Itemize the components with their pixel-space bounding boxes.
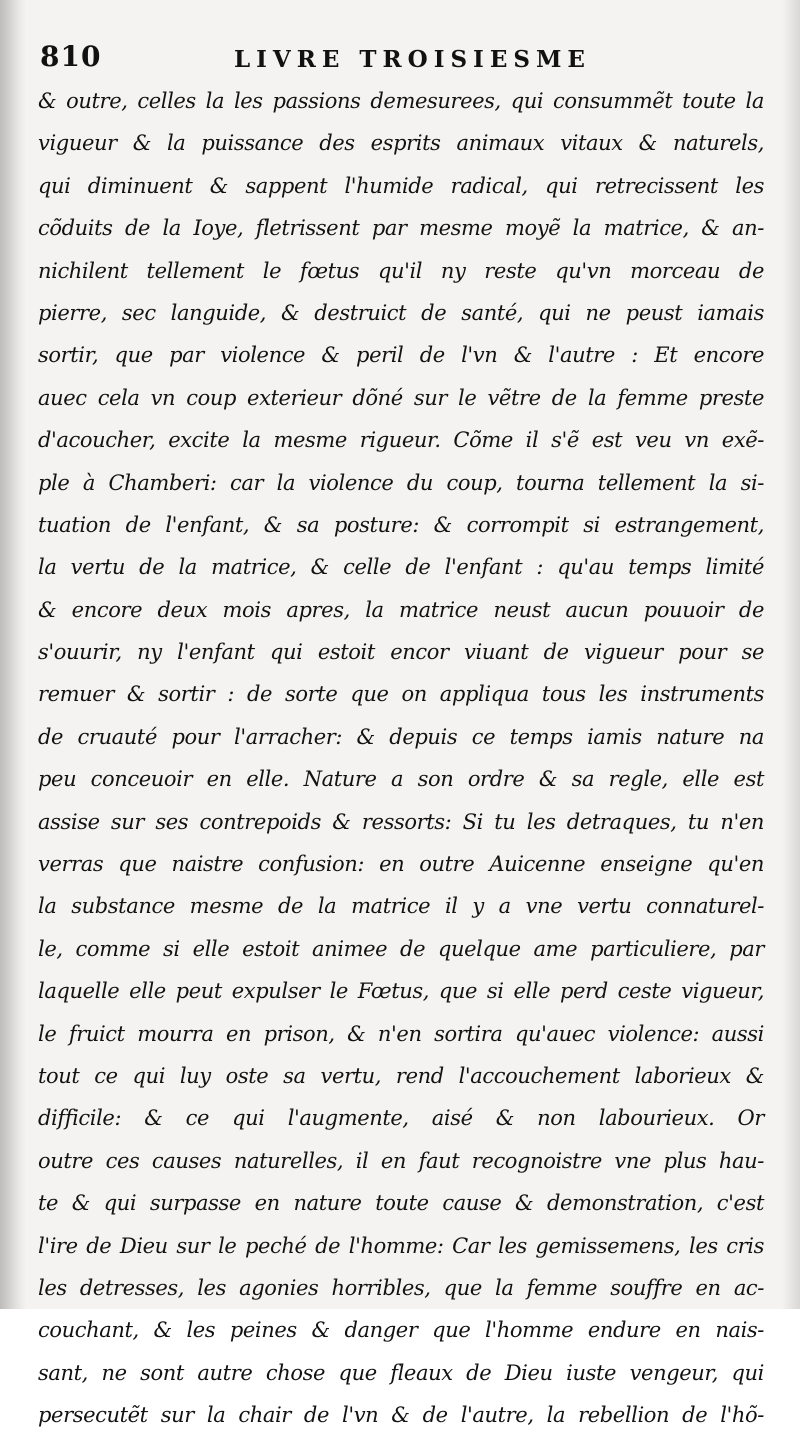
page-header — [30, 38, 770, 78]
text-line: ple à Chamberi: car la violence du coup, tourna tellement la si- — [38, 470, 764, 495]
text-line: couchant, & les peines & danger que l'homme endure en nais- — [38, 1318, 764, 1343]
text-line: le, comme si elle estoit animee de quelque ame particuliere, par — [38, 936, 764, 961]
text-line: sortir, que par violence & peril de l'vn & l'autre : Et encore — [38, 343, 764, 368]
text-line: verras que naistre confusion: en outre Auicenne enseigne qu'en — [38, 852, 764, 877]
body-text — [38, 80, 764, 1437]
text-line: pierre, sec languide, & destruict de santé, qui ne peust iamais — [38, 300, 764, 325]
text-line: cõduits de la Ioye, fletrissent par mesme moyẽ la matrice, & an- — [38, 216, 764, 241]
text-line: outre ces causes naturelles, il en faut recognoistre vne plus hau- — [38, 1148, 764, 1173]
text-line: persecutẽt sur la chair de l'vn & de l'autre, la rebellion de l'hõ- — [38, 1403, 764, 1428]
text-line: assise sur ses contrepoids & ressorts: Si tu les detraques, tu n'en — [38, 809, 764, 834]
text-line: te & qui surpasse en nature toute cause & demonstration, c'est — [38, 1191, 764, 1216]
text-line: nichilent tellement le fœtus qu'il ny reste qu'vn morceau de — [38, 258, 764, 283]
text-line: la substance mesme de la matrice il y a vne vertu connaturel- — [38, 894, 764, 919]
running-title: LIVRE TROISIESME — [234, 46, 591, 73]
text-line: laquelle elle peut expulser le Fœtus, que si elle perd ceste vigueur, — [38, 979, 764, 1004]
text-line: s'ouurir, ny l'enfant qui estoit encor viuant de vigueur pour se — [38, 640, 764, 665]
text-line: de cruauté pour l'arracher: & depuis ce temps iamis nature na — [38, 724, 764, 749]
text-line: l'ire de Dieu sur le peché de l'homme: Car les gemissemens, les cris — [38, 1233, 764, 1258]
text-line: qui diminuent & sappent l'humide radical, qui retrecissent les — [38, 173, 764, 198]
text-line: & outre, celles la les passions demesurees, qui consummẽt toute la — [38, 89, 764, 113]
binding-shadow — [0, 0, 26, 1309]
text-line: les detresses, les agonies horribles, que la femme souffre en ac- — [38, 1275, 764, 1300]
page-edge — [782, 0, 800, 1309]
text-line: vigueur & la puissance des esprits animaux vitaux & naturels, — [38, 131, 764, 156]
page-number: 810 — [40, 40, 102, 73]
text-line: tout ce qui luy oste sa vertu, rend l'accouchement laborieux & — [38, 1063, 764, 1088]
text-line: le fruict mourra en prison, & n'en sortira qu'auec violence: aussi — [38, 1021, 764, 1046]
text-line: d'acoucher, excite la mesme rigueur. Cõme il s'ẽ est veu vn exẽ- — [38, 428, 764, 453]
text-line: remuer & sortir : de sorte que on appliqua tous les instruments — [38, 682, 764, 707]
text-line: auec cela vn coup exterieur dõné sur le vẽtre de la femme preste — [38, 385, 764, 410]
text-line: difficile: & ce qui l'augmente, aisé & non labourieux. Or — [38, 1106, 764, 1131]
text-line: & encore deux mois apres, la matrice neust aucun pouuoir de — [38, 597, 764, 622]
text-line: peu conceuoir en elle. Nature a son ordre & sa regle, elle est — [38, 767, 764, 792]
text-line: sant, ne sont autre chose que fleaux de Dieu iuste vengeur, qui — [38, 1360, 764, 1385]
text-line: tuation de l'enfant, & sa posture: & corrompit si estrangement, — [38, 512, 764, 537]
text-line: la vertu de la matrice, & celle de l'enfant : qu'au temps limité — [38, 555, 764, 580]
